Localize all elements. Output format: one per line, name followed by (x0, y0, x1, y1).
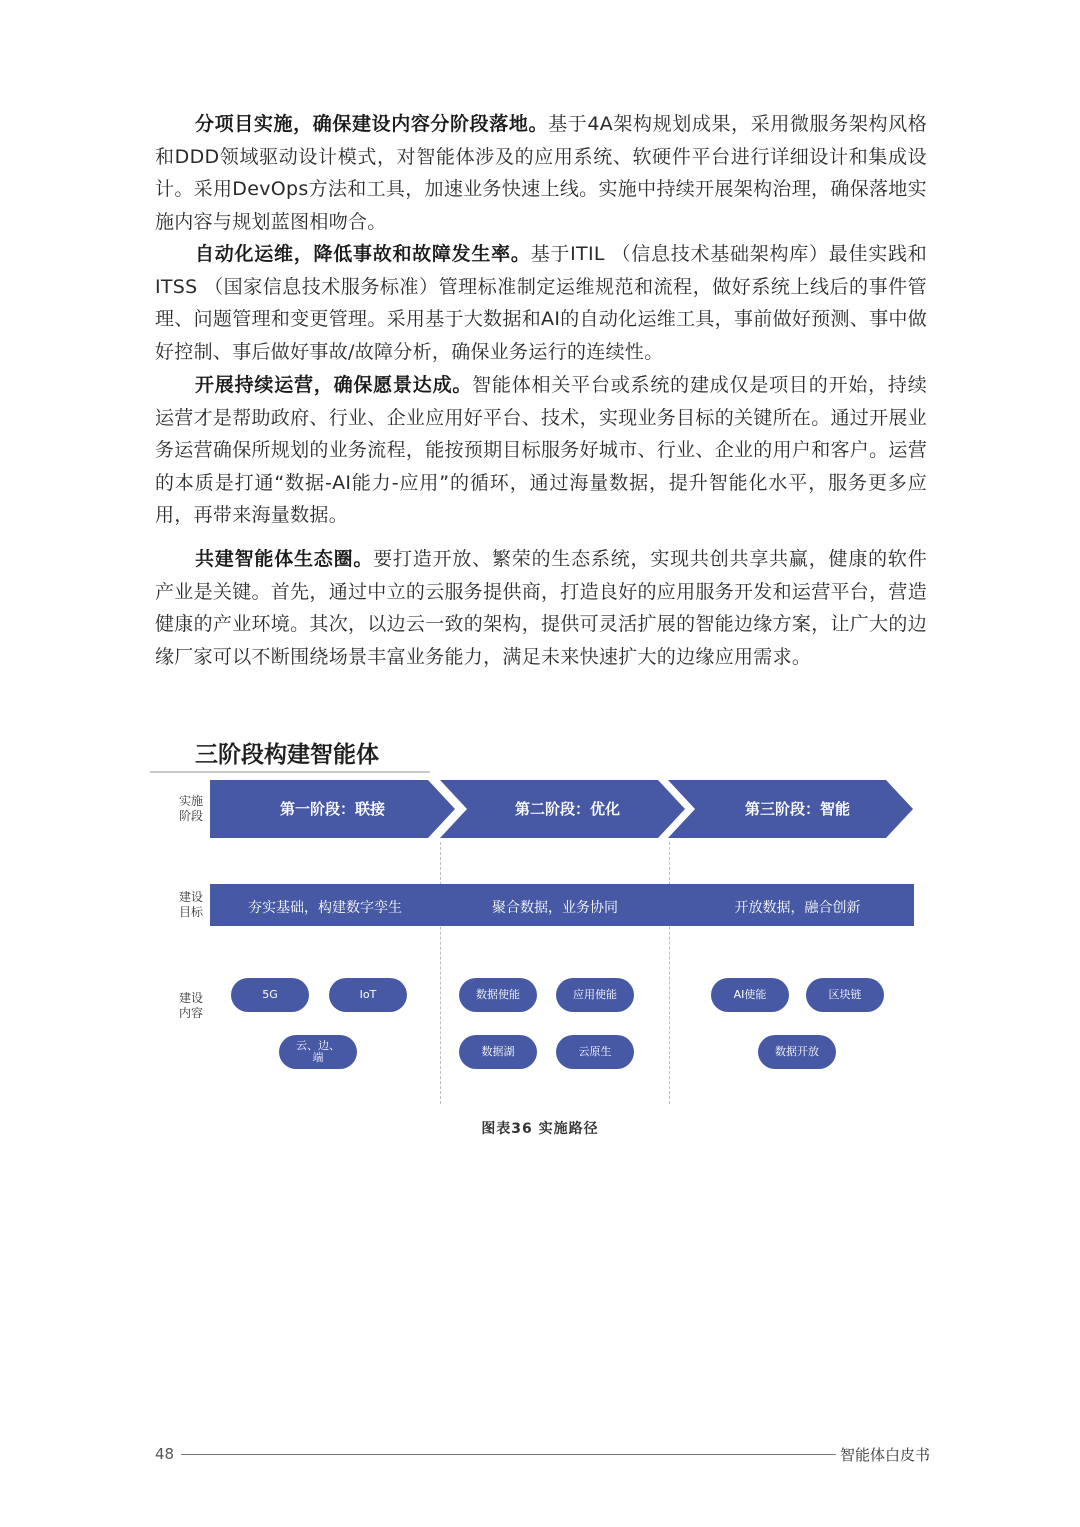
page-number: 48 (155, 1445, 175, 1463)
content-pill: 应用使能 (556, 978, 634, 1012)
stage-label-1: 第一阶段：联接 (279, 800, 385, 818)
row-label-goal-text: 建设 目标 (178, 890, 203, 919)
content-pill: 云原生 (556, 1035, 634, 1069)
content-pill: 云、边、 端 (279, 1035, 357, 1069)
paragraph-lead: 共建智能体生态圈。 (195, 548, 374, 570)
figure-caption: 图表36 实施路径 (481, 1121, 599, 1137)
goal-label-1: 夯实基础，构建数字孪生 (248, 900, 402, 916)
document-title: 智能体白皮书 (840, 1446, 931, 1464)
stage-label-2: 第二阶段：优化 (514, 800, 620, 818)
paragraph-body: 基于4A架构规划成果，采用微服务架构风格和DDD领域驱动设计模式，对智能体涉及的应用系统、软硬件平台进行详细设计和集成设计。采用DevOps方法和工具，加速业务快速上线。实施中持续开展架构治理，确保落地实施内容与规划蓝图相吻合。 (155, 113, 927, 233)
paragraph-lead: 自动化运维，降低事故和故障发生率。 (195, 243, 531, 265)
paragraph-body: 智能体相关平台或系统的建成仅是项目的开始，持续运营才是帮助政府、行业、企业应用好平台、技术，实现业务目标的关键所在。通过开展业务运营确保所规划的业务流程，能按预期目标服务好城市、行业、企业的用户和客户。运营的本质是打通“数据-AI能力-应用”的循环，通过海量数据，提升智能化水平，服务更多应用，再带来海量数据。 (155, 374, 928, 526)
row-label-stage (172, 794, 210, 824)
content-pill: 5G (231, 978, 309, 1012)
content-pill: 区块链 (806, 978, 884, 1012)
row-label-goal (172, 890, 210, 920)
row-label-content-text: 建设 内容 (178, 991, 203, 1020)
paragraph-2 (155, 238, 927, 368)
content-pill: IoT (329, 978, 407, 1012)
paragraph-4 (155, 543, 927, 673)
content-pill: 数据使能 (459, 978, 537, 1012)
paragraph-lead: 分项目实施，确保建设内容分阶段落地。 (195, 113, 549, 135)
content-pill: 数据湖 (459, 1035, 537, 1069)
paragraph-body: 要打造开放、繁荣的生态系统，实现共创共享共赢，健康的软件产业是关键。首先，通过中立的云服务提供商，打造良好的应用服务开发和运营平台，营造健康的产业环境。其次，以边云一致的架构，提供可灵活扩展的智能边缘方案，让广大的边缘厂家可以不断围绕场景丰富业务能力，满足未来快速扩大的边缘应用需求。 (155, 548, 928, 668)
paragraph-lead: 开展持续运营，确保愿景达成。 (195, 374, 473, 396)
stage-divider (669, 842, 670, 1104)
stage-divider (440, 842, 441, 1104)
goal-label-3: 开放数据，融合创新 (734, 900, 861, 916)
stage-label-3: 第三阶段：智能 (744, 800, 850, 818)
figure-title-rule (150, 771, 430, 773)
footer-rule (181, 1454, 836, 1455)
content-pill: 数据开放 (758, 1035, 836, 1069)
paragraph-3 (155, 369, 927, 532)
row-label-content (172, 991, 210, 1021)
content-pill: AI使能 (711, 978, 789, 1012)
figure-title: 三阶段构建智能体 (195, 742, 379, 768)
row-label-stage-text: 实施 阶段 (178, 794, 203, 823)
goal-label-2: 聚合数据，业务协同 (492, 900, 618, 916)
paragraph-body: 基于ITIL （信息技术基础架构库）最佳实践和 ITSS （国家信息技术服务标准）管理标准制定运维规范和流程，做好系统上线后的事件管理、问题管理和变更管理。采用基于大数据和AI的自动化运维工具，事前做好预测、事中做好控制、事后做好事故/故障分析，确保业务运行的连续性。 (155, 243, 927, 363)
paragraph-1 (155, 108, 927, 238)
